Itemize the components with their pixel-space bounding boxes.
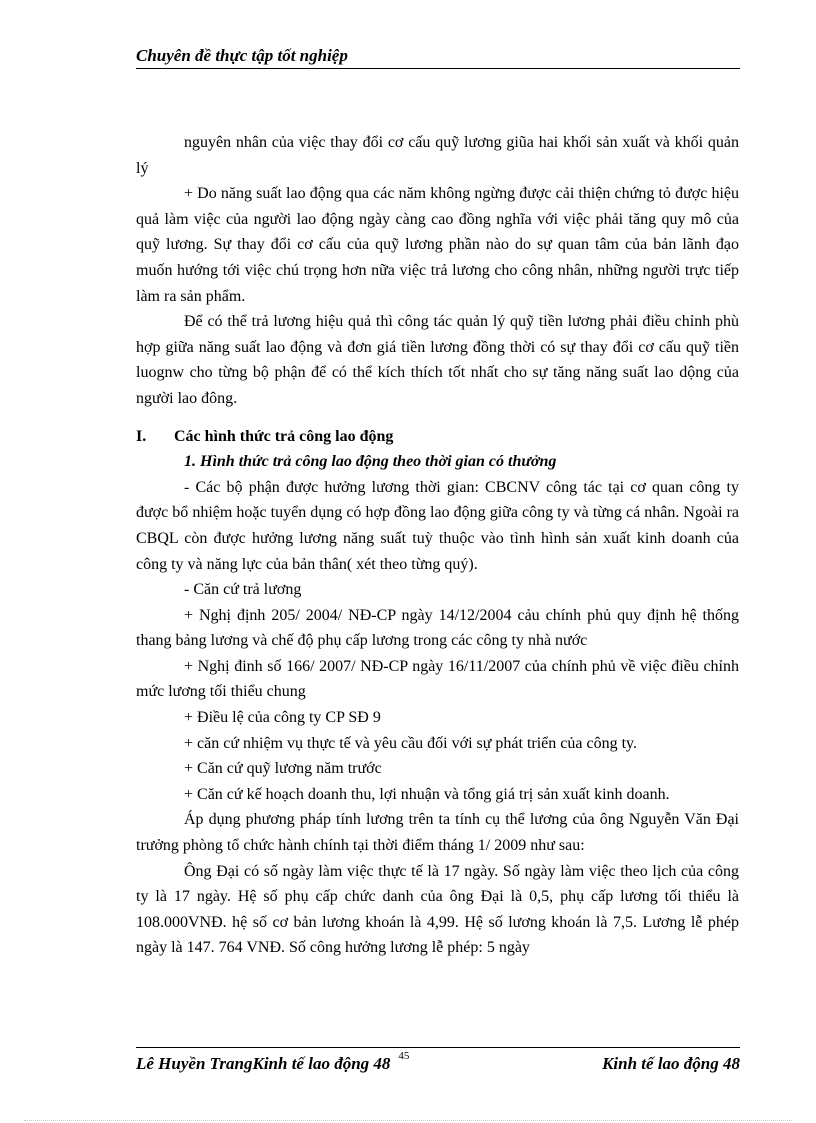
paragraph-3: Để có thể trả lương hiệu quả thì công tác quản lý quỹ tiền lương phải điều chỉnh phù hợp giữa năng suất lao động và đơn giá tiền lương đồng thời có sự thay đổi cơ cấu quỹ tiền luognw cho từng bộ phận để có thể kích thích tốt nhất cho sự tăng năng suất lao dộng của người lao đông. (136, 313, 739, 407)
section-title: Các hình thức trả công lao động (174, 427, 394, 445)
page-bottom-border (24, 1120, 792, 1121)
header-title: Chuyên đề thực tập tốt nghiệp (136, 46, 348, 65)
document-body (136, 130, 739, 961)
paragraph-2: + Do năng suất lao động qua các năm không ngừng được cải thiện chứng tỏ được hiệu quả làm việc của người lao động ngày càng cao đồng nghĩa với việc phải tăng quy mô của quỹ lương. Sự thay đổi cơ cấu của quỹ lương phần nào do sự quan tâm của bản lãnh đạo muốn hướng tới việc chú trọng hơn nữa việc trả lương cho công nhân, những người trực tiếp làm ra sản phẩm. (136, 185, 739, 305)
page-footer (136, 1047, 740, 1074)
paragraph-6: + Nghị định 205/ 2004/ NĐ-CP ngày 14/12/2004 cảu chính phủ quy định hệ thống thang bảng lương và chế độ phụ cấp lương trong các công ty nhà nước (136, 606, 739, 650)
paragraph-1: nguyên nhân của việc thay đổi cơ cấu quỹ lương giũa hai khối sản xuất và khối quản lý (136, 134, 739, 177)
paragraph-7: + Nghị đinh số 166/ 2007/ NĐ-CP ngày 16/11/2007 của chính phủ về việc điều chỉnh mức lương tối thiểu chung (136, 657, 739, 701)
paragraph-12: Áp dụng phương pháp tính lương trên ta tính cụ thể lương của ông Nguyễn Văn Đại trưởng phòng tổ chức hành chính tại thời điểm tháng 1/ 2009 như sau: (136, 811, 739, 855)
paragraph-11: + Căn cứ kế hoạch doanh thu, lợi nhuận và tổng giá trị sản xuất kinh doanh. (184, 785, 670, 803)
paragraph-4: - Các bộ phận được hưởng lương thời gian: CBCNV công tác tại cơ quan công ty được bổ nhiệm hoặc tuyển dụng có hợp đồng lao động giữa công ty và từng cá nhân. Ngoài ra CBQL còn được hưởng lương năng suất tuỳ thuộc vào tình hình sản xuất kinh doanh của công ty và năng lực của bản thân( xét theo từng quý). (136, 478, 739, 573)
paragraph-10: + Căn cứ quỹ lương năm trước (184, 760, 382, 778)
paragraph-5: - Căn cứ trả lương (184, 581, 302, 599)
page-header (136, 46, 740, 69)
subsection-heading: 1. Hình thức trả công lao động theo thời gian có thưởng (184, 453, 557, 471)
paragraph-8: + Điều lệ của công ty CP SĐ 9 (184, 709, 381, 727)
section-number: I. (136, 427, 147, 445)
footer-left-group (136, 1050, 410, 1074)
footer-right: Kinh tế lao động 48 (602, 1054, 740, 1073)
paragraph-9: + căn cứ nhiệm vụ thực tế và yêu cầu đối với sự phát triển của công ty. (184, 734, 637, 752)
paragraph-13: Ông Đại có số ngày làm việc thực tế là 17 ngày. Số ngày làm việc theo lịch của công ty là 17 ngày. Hệ số phụ cấp chức danh của ông Đại là 0,5, phụ cấp lương tối thiểu là 108.000VNĐ. hệ số cơ bản lương khoán là 4,99. Hệ số lương khoán là 7,5. Lương lễ phép ngày là 147. 764 VNĐ. Số công hưởng lương lễ phép: 5 ngày (136, 862, 739, 957)
section-heading (136, 424, 739, 450)
footer-author: Lê Huyền TrangKinh tế lao động 48 (136, 1054, 391, 1073)
page-number: 45 (398, 1050, 410, 1062)
